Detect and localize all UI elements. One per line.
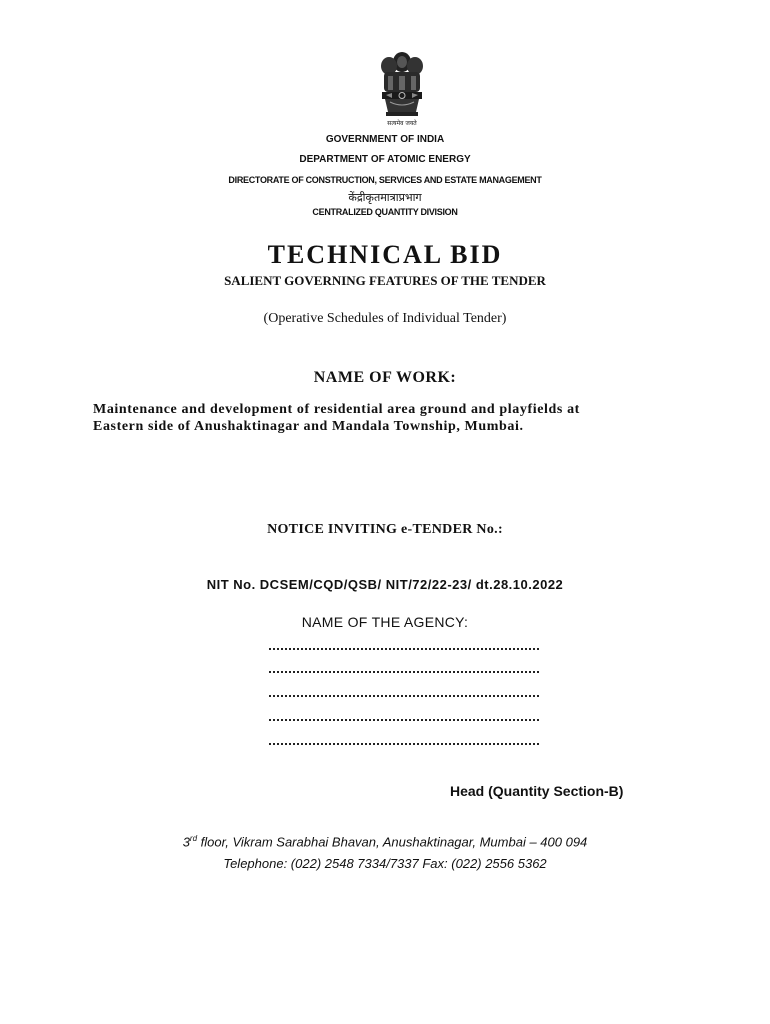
department-heading: DEPARTMENT OF ATOMIC ENERGY — [299, 154, 471, 165]
lion-capital-icon — [372, 50, 432, 118]
address-line-1 — [0, 834, 770, 849]
document-title: TECHNICAL BID — [267, 240, 503, 269]
name-of-work-text — [93, 401, 723, 435]
emblem-motto: सत्यमेव जयते — [387, 120, 417, 127]
ashoka-emblem — [372, 50, 432, 130]
work-line-2: Eastern side of Anushaktinagar and Mandala Township, Mumbai. — [93, 419, 524, 434]
agency-blank-line — [269, 695, 539, 697]
notice-label: NOTICE INVITING e-TENDER No.: — [267, 522, 503, 537]
directorate-heading: DIRECTORATE OF CONSTRUCTION, SERVICES AND ESTATE MANAGEMENT — [228, 175, 542, 185]
floor-suffix: rd — [189, 834, 198, 843]
floor-number: 3 — [182, 834, 190, 850]
hindi-division-heading: केंद्रीकृतमात्राप्रभाग — [348, 191, 422, 204]
work-line-1: Maintenance and development of residential area ground and playfields at — [93, 402, 580, 417]
name-of-work-label: NAME OF WORK: — [313, 369, 457, 386]
agency-blank-line — [269, 648, 539, 650]
operative-note: (Operative Schedules of Individual Tender) — [263, 311, 507, 326]
document-subtitle: SALIENT GOVERNING FEATURES OF THE TENDER — [224, 273, 546, 288]
address-line-2: Telephone: (022) 2548 7334/7337 Fax: (022) 2556 5362 — [223, 856, 547, 871]
signatory: Head (Quantity Section-B) — [450, 783, 624, 799]
agency-blank-line — [269, 743, 539, 745]
agency-label: NAME OF THE AGENCY: — [301, 614, 469, 630]
agency-blank-line — [269, 671, 539, 673]
nit-number: NIT No. DCSEM/CQD/QSB/ NIT/72/22-23/ dt.28.10.2022 — [206, 577, 564, 592]
agency-blank-line — [269, 719, 539, 721]
division-heading: CENTRALIZED QUANTITY DIVISION — [312, 207, 458, 217]
address-rest: floor, Vikram Sarabhai Bhavan, Anushaktinagar, Mumbai – 400 094 — [197, 834, 588, 850]
government-heading: GOVERNMENT OF INDIA — [325, 134, 445, 145]
